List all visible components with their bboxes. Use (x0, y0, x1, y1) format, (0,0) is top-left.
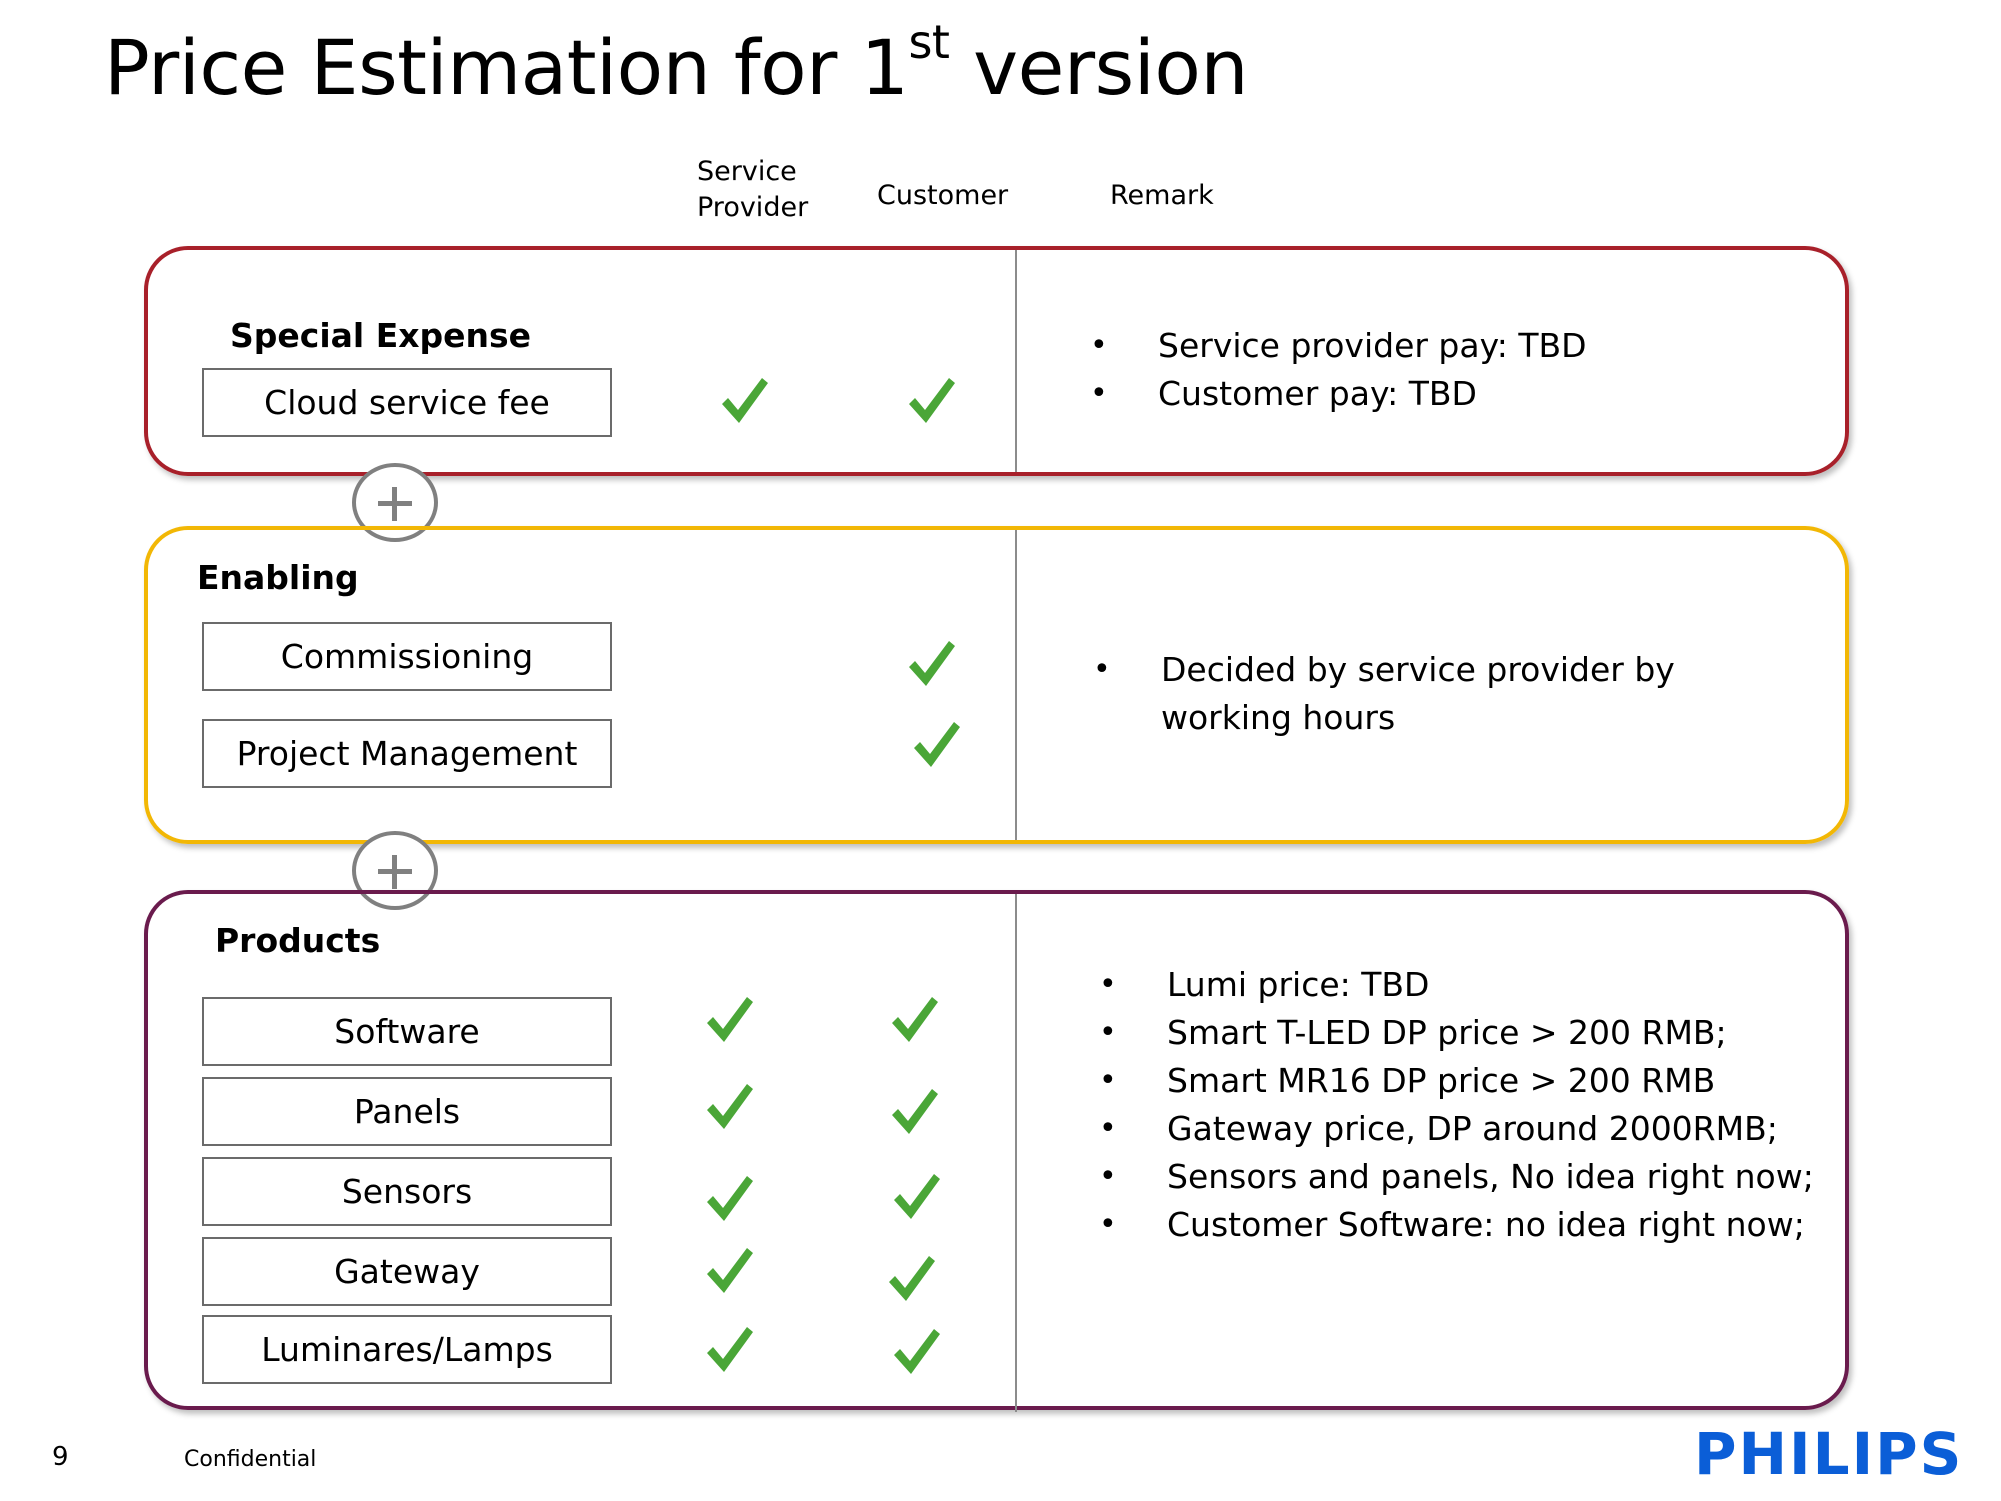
item-gateway: Gateway (202, 1237, 612, 1306)
item-software: Software (202, 997, 612, 1066)
item-commissioning: Commissioning (202, 622, 612, 691)
check-icon (905, 637, 957, 689)
item-project-management: Project Management (202, 719, 612, 788)
item-cloud-service-fee: Cloud service fee (202, 368, 612, 437)
check-icon (703, 993, 755, 1045)
remark-item: • Sensors and panels, No idea right now; (1099, 1153, 1814, 1201)
remark-item: • Smart T-LED DP price > 200 RMB; (1099, 1009, 1814, 1057)
check-icon (703, 1323, 755, 1375)
special-remarks (1090, 322, 1587, 418)
item-panels: Panels (202, 1077, 612, 1146)
slide-title (104, 15, 1248, 118)
products-divider (1015, 894, 1017, 1412)
enabling-title: Enabling (197, 558, 359, 597)
enabling-divider (1015, 530, 1017, 840)
check-icon (888, 993, 940, 1045)
products-title: Products (215, 921, 381, 960)
philips-logo: PHILIPS (1694, 1420, 1964, 1488)
special-expense-title: Special Expense (230, 316, 532, 355)
column-header-customer: Customer (877, 180, 1009, 211)
check-icon (910, 718, 962, 770)
products-remarks (1099, 961, 1814, 1249)
remark-item: • Smart MR16 DP price > 200 RMB (1099, 1057, 1814, 1105)
check-icon (890, 1325, 942, 1377)
item-sensors: Sensors (202, 1157, 612, 1226)
remark-item: • Decided by service provider by (1093, 646, 1675, 694)
check-icon (905, 374, 957, 426)
check-icon (890, 1170, 942, 1222)
confidential-label: Confidential (184, 1447, 317, 1472)
check-icon (885, 1252, 937, 1304)
remark-item: • Customer Software: no idea right now; (1099, 1201, 1814, 1249)
remark-item: • Service provider pay: TBD (1090, 322, 1587, 370)
check-icon (888, 1085, 940, 1137)
special-expense-panel (144, 246, 1849, 476)
column-header-service-provider-line2: Provider (697, 192, 809, 223)
column-header-remark: Remark (1110, 180, 1214, 211)
column-header-service-provider-line1: Service (697, 156, 797, 187)
check-icon (703, 1244, 755, 1296)
check-icon (718, 374, 770, 426)
title-superscript: st (908, 15, 950, 69)
page-number: 9 (52, 1442, 69, 1472)
item-luminares-lamps: Luminares/Lamps (202, 1315, 612, 1384)
remark-item-continuation: working hours (1161, 698, 1396, 737)
check-icon (703, 1172, 755, 1224)
special-divider (1015, 250, 1017, 472)
remark-item: • Customer pay: TBD (1090, 370, 1587, 418)
remark-item: • Gateway price, DP around 2000RMB; (1099, 1105, 1814, 1153)
enabling-remarks (1093, 646, 1675, 742)
title-end: version (949, 23, 1248, 112)
remark-item: • Lumi price: TBD (1099, 961, 1814, 1009)
check-icon (703, 1080, 755, 1132)
column-header-service-provider (697, 154, 808, 226)
title-main: Price Estimation for 1 (104, 23, 909, 112)
